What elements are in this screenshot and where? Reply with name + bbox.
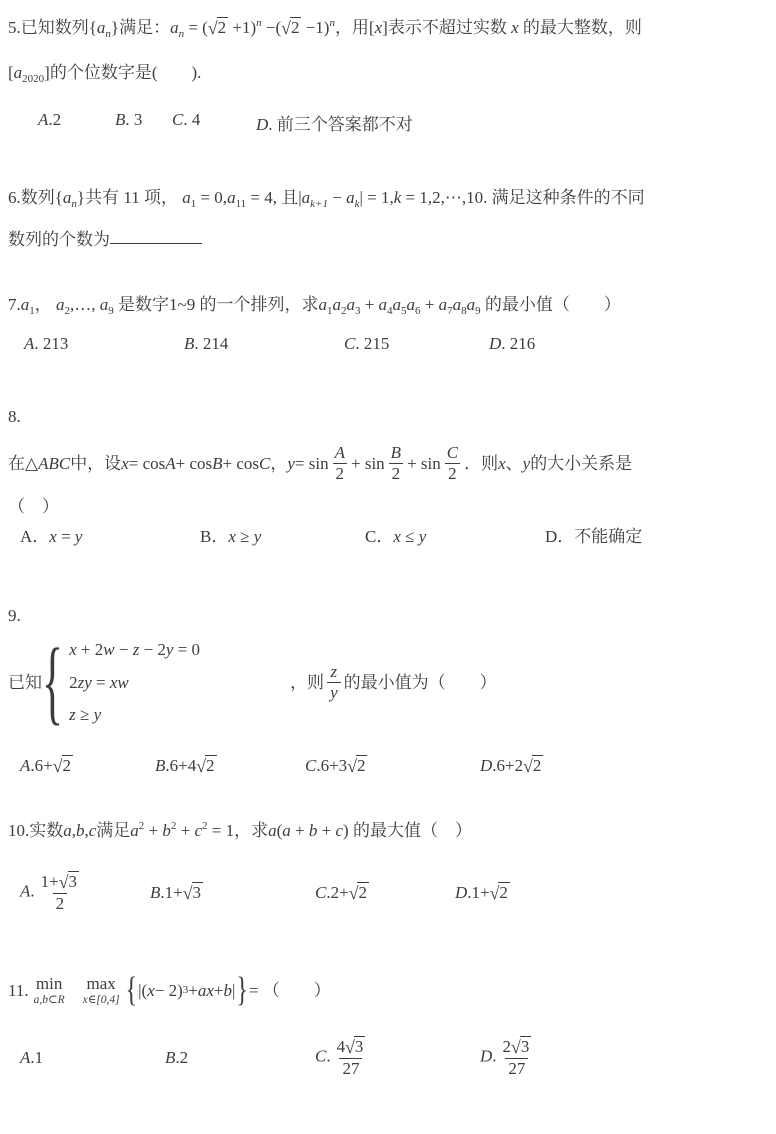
superscript: 2: [170, 820, 177, 833]
superscript: 2: [138, 820, 145, 833]
problem-9-options: [8, 755, 762, 776]
problem-7: [8, 292, 762, 355]
subscript: 3: [354, 304, 361, 317]
fraction: $\frac{z}{y}$: [327, 662, 341, 704]
radical-icon: √: [196, 755, 207, 776]
subscript: n: [178, 28, 185, 40]
option-a: A.6+√2: [20, 755, 72, 776]
option-b: B.1+√3: [150, 883, 202, 904]
case-row: 2zy = xw: [69, 672, 129, 692]
subscript: k: [354, 198, 360, 210]
radical-icon: √: [281, 18, 291, 38]
option-c: C.2+√2: [315, 883, 367, 904]
problem-10-line-1: 10.实数a,b,c满足$a^2 + b^2 + c^2 = 1$，求a(a + b + c) 的最大值（ ）: [8, 820, 472, 841]
fraction: $\frac{1+√3}{2}$: [40, 872, 78, 913]
subscript: 6: [415, 304, 421, 317]
left-brace: {: [42, 629, 64, 735]
case-row: z ≥ y: [69, 705, 102, 725]
problem-8: [8, 404, 762, 547]
option-d: D．不能确定: [545, 527, 643, 547]
problem-11: [8, 968, 762, 1088]
fraction: $\frac{B}{2}$: [388, 443, 404, 485]
problem-9-number: 9.: [8, 606, 21, 626]
radical-icon: √: [523, 755, 533, 776]
radical-icon: √: [348, 883, 359, 904]
option-c: C. $\frac{4√3}{27}$: [315, 1036, 480, 1079]
problem-8-number: 8.: [8, 407, 21, 427]
fraction: $\frac{4√3}{27}$: [336, 1037, 364, 1078]
subscript: 2: [64, 304, 70, 317]
problem-8-paren: （ ）: [8, 496, 59, 516]
problem-8-options: [8, 522, 762, 547]
problem-10: [8, 818, 762, 924]
problem-5-options: [8, 110, 762, 135]
subscript: k+1: [310, 198, 328, 210]
problem-9-system: 已知 { x + 2w − z − 2y = 0 2zy = xw z ≥ y ，则 $\frac{z}{y}$ 的最小值为（ ）: [8, 629, 497, 735]
superscript: 2: [202, 820, 208, 833]
option-d: D. $\frac{2√3}{27}$: [480, 1036, 537, 1079]
subscript: 2020: [22, 72, 45, 85]
problem-8-formula: 在 △ ABC 中，设 x = cos A + cos B + cos C ， y = sin $\frac{A}{2}$ + sin $\frac{B}{2}$ + sin $\frac{C}{2}$ ．则 x 、 y 的大小关系是: [8, 442, 633, 484]
option-d: D.6+2√2: [480, 755, 542, 776]
radical-icon: √: [52, 755, 63, 776]
case-row: x + 2w − z − 2y = 0: [69, 640, 201, 660]
radical-icon: √: [345, 1037, 355, 1058]
problem-6-line-2: 数列的个数为: [8, 226, 762, 252]
square-root: √3: [511, 1037, 530, 1058]
problem-7-options: [8, 334, 762, 354]
option-b: B．x ≥ y: [200, 527, 262, 547]
subscript: 1: [326, 304, 333, 317]
fraction: $\frac{2√3}{27}$: [502, 1037, 530, 1078]
subscript: n: [105, 28, 111, 40]
problem-5: [8, 14, 762, 135]
subscript: 1: [190, 198, 197, 210]
cases-system: [42, 629, 201, 735]
option-a: A.1: [20, 1047, 44, 1067]
limit-operator: min a,b⊂R: [33, 974, 65, 1006]
option-b: B. 214: [184, 334, 229, 354]
subscript: 2: [340, 304, 347, 317]
problem-6-line-1: 6.数列$\{a_n\}$共有 11 项， $a_1 = 0,a_{11} = 4$, 且$|a_{k+1} - a_k| = 1,k$ = 1,2,⋯,10. 满足这种条件的不同: [8, 188, 645, 210]
subscript: 11: [235, 198, 247, 210]
problem-6: [8, 185, 762, 252]
fraction: $\frac{C}{2}$: [446, 442, 459, 484]
square-root: √2: [523, 755, 542, 776]
option-a: A. $\frac{1+√3}{2}$: [20, 871, 150, 914]
option-c: C.6+3√2: [305, 755, 366, 776]
problem-10-options: [8, 862, 762, 924]
radical-icon: √: [347, 755, 357, 776]
square-root: √2: [348, 883, 367, 904]
big-bracket: }: [236, 971, 248, 1010]
option-b: B.2: [165, 1047, 189, 1067]
option-c: C. 4: [172, 110, 201, 129]
problem-11-line-1: 11. min a,b⊂R max x∈[0,4] { |( x − 2) 3 + ax + b | } = （ ）: [8, 971, 331, 1010]
answer-blank: [110, 226, 202, 245]
option-a: A．x = y: [20, 527, 83, 547]
square-root: √3: [345, 1037, 364, 1058]
superscript: n: [329, 17, 335, 29]
square-root: √2: [208, 14, 228, 41]
option-c: C. 215: [344, 334, 390, 354]
option-c: C．x ≤ y: [365, 527, 427, 547]
subscript: 8: [461, 304, 467, 317]
subscript: 9: [108, 304, 114, 317]
radical-icon: √: [489, 883, 500, 904]
option-b: B. 3: [115, 110, 143, 129]
problem-7-line-1: $7.a_1$， $a_2,\dots$, $a_9$ 是数字1~9 的一个排列，求$a_1a_2a_3 + a_4a_5a_6 + a_7a_8a_9$ 的最小值（ ）: [8, 294, 621, 317]
subscript: 1: [29, 304, 35, 317]
subscript: n: [71, 198, 77, 210]
option-d: D. 前三个答案都不对: [256, 115, 413, 134]
subscript: 9: [475, 304, 481, 317]
problem-9: [8, 603, 762, 776]
square-root: √3: [182, 883, 202, 904]
radical-icon: √: [182, 883, 193, 904]
fraction: $\frac{A}{2}$: [332, 443, 348, 485]
square-root: √2: [196, 755, 215, 776]
superscript: n: [256, 17, 262, 29]
option-d: D.1+√2: [455, 883, 508, 904]
radical-icon: √: [207, 18, 218, 38]
option-a: A.2: [38, 110, 62, 129]
subscript: 5: [401, 304, 407, 317]
subscript: 4: [387, 304, 393, 317]
option-b: B.6+4√2: [155, 755, 215, 776]
square-root: √2: [489, 883, 508, 904]
square-root: √2: [347, 755, 366, 776]
option-a: A. 213: [24, 334, 69, 354]
problem-5-line-1: 5.已知数列$\{a_n\}$满足：$a_n = (√2 +1)^n -(√2 -1)^n$，用[x]表示不超过实数 x 的最大整数，则: [8, 14, 762, 43]
square-root: √3: [58, 872, 78, 893]
radical-icon: √: [511, 1037, 521, 1058]
big-bracket: {: [125, 971, 138, 1010]
subscript: 7: [447, 304, 453, 317]
option-d: D. 216: [489, 334, 536, 354]
superscript: 3: [182, 984, 189, 997]
limit-operator: max x∈[0,4]: [82, 974, 120, 1006]
square-root: √2: [52, 755, 72, 776]
radical-icon: √: [58, 872, 69, 893]
problem-11-options: [8, 1028, 762, 1088]
problem-5-line-2: $[a_{2020}]$的个位数字是( ).: [8, 62, 202, 85]
square-root: √2: [281, 14, 301, 41]
